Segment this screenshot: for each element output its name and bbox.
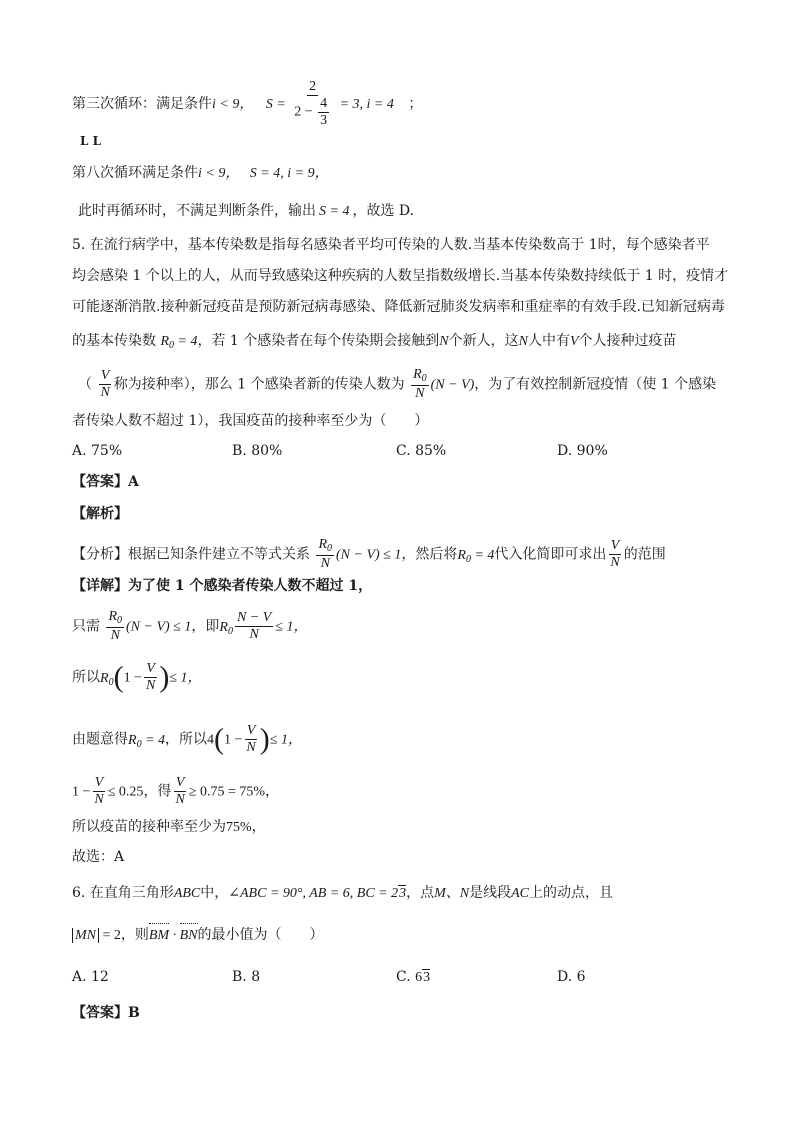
loop3-end: ； — [408, 96, 423, 112]
loop3-s: S = — [265, 97, 286, 112]
loop3-line — [72, 80, 422, 128]
step5-value: 75%， — [226, 820, 266, 835]
q6-option-a: A. 12 — [72, 969, 109, 985]
q5-l5-text-c: ，为了有效控制新冠疫情（使 1 个感染 — [474, 376, 717, 393]
q6-l1-text-d: 是线段 — [469, 885, 512, 901]
loop8-line — [72, 162, 329, 185]
step4-le: ≤ 0.25 — [107, 784, 144, 800]
step4 — [72, 776, 279, 807]
q5-l5-text-b: 称为接种率），那么 1 个感染者新的传染人数为 — [113, 376, 405, 393]
step2-r0: $R_0$ — [100, 670, 114, 688]
q6-line-2 — [72, 924, 324, 947]
step1-text-a: 只需 — [72, 618, 100, 635]
q6-conditions: ∠ABC = 90°, AB = 6, BC = 23 — [228, 886, 407, 901]
xiangjie-text: 【详解】为了使 1 个感染者传染人数不超过 1， — [72, 578, 373, 594]
step1-r0: $R_0$ — [219, 619, 233, 637]
step3-one: 1 − — [224, 732, 243, 748]
q5-l4-text-a: 的基本传染数 — [72, 333, 156, 349]
q6-ac: AC — [511, 886, 530, 901]
loop3-inner-fraction — [318, 97, 329, 128]
q6-l2-text-c: 的最小值为（ ） — [197, 927, 324, 943]
q5-line-6: 者传染人数不超过 1），我国疫苗的接种率至少为（ ） — [72, 413, 429, 429]
q5-l5-paren: （ — [78, 376, 92, 393]
loop8-condition: i < 9， — [198, 166, 240, 181]
q6-mn: M、N — [434, 886, 470, 901]
q6-eq2: = 2 — [99, 928, 121, 943]
step2-frac: $\frac{V}{N}$ — [145, 661, 156, 693]
step4-frac: $\frac{V}{N}$ — [94, 775, 104, 807]
step2 — [72, 662, 202, 694]
q5-answer: 【答案】A — [72, 474, 139, 490]
var-v: V — [569, 334, 579, 349]
q5-xiangjie — [72, 575, 372, 597]
step1-frac: $\frac{R_0}{N}$ — [108, 609, 123, 643]
var-n-2: N — [518, 334, 528, 349]
loop3-result: = 3, i = 4 — [339, 97, 394, 112]
step2-text: 所以 — [72, 669, 100, 686]
q6-l1-text-b: 中， — [200, 885, 229, 901]
n-minus-v: (N − V) — [430, 377, 475, 393]
q5-option-c: C. 85% — [396, 443, 447, 459]
step4-frac2: $\frac{V}{N}$ — [175, 775, 185, 807]
step3-frac: $\frac{V}{N}$ — [246, 723, 256, 755]
step3-text-a: 由题意得 — [72, 731, 128, 748]
loop3-label: 第三次循环：满足条件 — [72, 96, 212, 112]
step2-one: 1 − — [123, 670, 142, 686]
loop3-fraction-num: 2 — [309, 79, 317, 94]
q5-final: 故选：A — [72, 849, 125, 865]
step3-r0: $R_0 = 4$ — [128, 732, 166, 750]
q5-l4-text-e: 个人接种过疫苗 — [578, 333, 677, 349]
fenxi-ineq: (N − V) ≤ 1 — [336, 547, 402, 563]
loop3-den-prefix: 2 − — [294, 104, 313, 120]
output-s: S = 4 — [319, 204, 350, 219]
fenxi-r0: $R_0 = 4$ — [457, 547, 495, 565]
step3-le: ≤ 1， — [269, 732, 302, 748]
step1-le: ≤ 1， — [275, 619, 308, 635]
step1-ineq: (N − V) ≤ 1 — [126, 619, 192, 635]
q6-l1-text-e: 上的动点，且 — [529, 885, 614, 901]
q6-l1-text-c: ，点 — [406, 885, 435, 901]
step1-frac2: $\frac{N - V}{N}$ — [236, 610, 272, 642]
q6-dot-product: BM · BN — [149, 928, 198, 943]
step3-four: 4 — [207, 732, 215, 748]
q5-line-3: 可能逐渐消散.接种新冠疫苗是预防新冠病毒感染、降低新冠肺炎发病率和重症率的有效手段.已知新冠病毒 — [72, 299, 725, 315]
step5-text: 所以疫苗的接种率至少为 — [72, 819, 226, 835]
step3-lparen: ( — [214, 722, 225, 756]
q5-line-4 — [72, 330, 677, 357]
q6-mn-abs: MN — [72, 928, 99, 943]
q6-option-c-label: C. — [396, 969, 411, 985]
step3 — [72, 724, 302, 756]
q6-option-b: B. 8 — [232, 969, 261, 985]
step5 — [72, 816, 266, 839]
step3-rparen: ) — [259, 722, 270, 756]
q6-option-c-value: 63 — [415, 970, 431, 985]
q5-option-a: A. 75% — [72, 443, 123, 459]
loop8-label: 第八次循环满足条件 — [72, 165, 198, 181]
output-line — [78, 200, 414, 223]
q5-fenxi — [72, 538, 666, 571]
q6-answer: 【答案】B — [72, 1005, 140, 1021]
loop3-condition: i < 9， — [212, 97, 254, 112]
loop8-result: S = 4, i = 9， — [249, 166, 329, 181]
q5-line-2: 均会感染 1 个以上的人，从而导致感染这种疾病的人数呈指数级增长.当基本传染数持续低于 1 时，疫情才 — [72, 268, 729, 284]
step4-text: ，得 — [143, 783, 172, 800]
q6-option-c — [396, 966, 430, 989]
v-over-n: $\frac{V}{N}$ — [100, 368, 110, 400]
ellipsis: L L — [80, 134, 102, 148]
loop3-inner-num: 4 — [320, 96, 328, 111]
q5-l4-text-c: 个新人，这 — [448, 333, 519, 349]
q6-option-d: D. 6 — [557, 969, 586, 985]
q6-line-1 — [72, 882, 613, 905]
step3-text-b: ，所以 — [165, 731, 208, 748]
output-text: 此时再循环时，不满足判断条件，输出 — [78, 203, 316, 219]
fenxi-frac: $\frac{R_0}{N}$ — [318, 537, 333, 571]
q5-l4-text-b: ，若 1 个感染者在每个传染期会接触到 — [197, 333, 440, 349]
step2-rparen: ) — [159, 660, 170, 694]
fenxi-vn: $\frac{V}{N}$ — [610, 538, 620, 570]
r0-eq-4: $R_0 = 4$ — [160, 334, 198, 351]
step4-one: 1 − — [72, 784, 91, 800]
q6-l1-text-a: 6. 在直角三角形 — [72, 885, 174, 901]
loop3-fraction — [292, 80, 333, 128]
var-n: N — [439, 334, 449, 349]
q6-l2-text-b: ，则 — [120, 927, 149, 943]
q5-analysis: 【解析】 — [72, 506, 128, 522]
fenxi-text-a: 【分析】根据已知条件建立不等式关系 — [72, 546, 310, 563]
q5-line-5 — [78, 368, 716, 401]
q5-l4-text-d: 人中有 — [527, 333, 570, 349]
fenxi-text-c: 代入化简即可求出 — [494, 546, 607, 563]
q5-line-1: 5. 在流行病学中，基本传染数是指每名感染者平均可传染的人数.当基本传染数高于 1时，每个感染者平 — [72, 237, 710, 253]
fenxi-text-d: 的范围 — [623, 546, 666, 563]
step1-text-b: ，即 — [191, 618, 220, 635]
step4-ge: ≥ 0.75 = 75%， — [188, 784, 280, 800]
step1 — [72, 610, 307, 643]
q5-option-b: B. 80% — [232, 443, 283, 459]
q6-abc: ABC — [173, 886, 201, 901]
fenxi-text-b: ，然后将 — [401, 546, 458, 563]
step2-le: ≤ 1， — [169, 670, 202, 686]
output-choice: ，故选 D. — [352, 203, 415, 219]
step2-lparen: ( — [113, 660, 124, 694]
r0-over-n: $\frac{R_0}{N}$ — [413, 367, 427, 401]
loop3-inner-den: 3 — [320, 113, 328, 128]
q5-option-d: D. 90% — [557, 443, 608, 459]
